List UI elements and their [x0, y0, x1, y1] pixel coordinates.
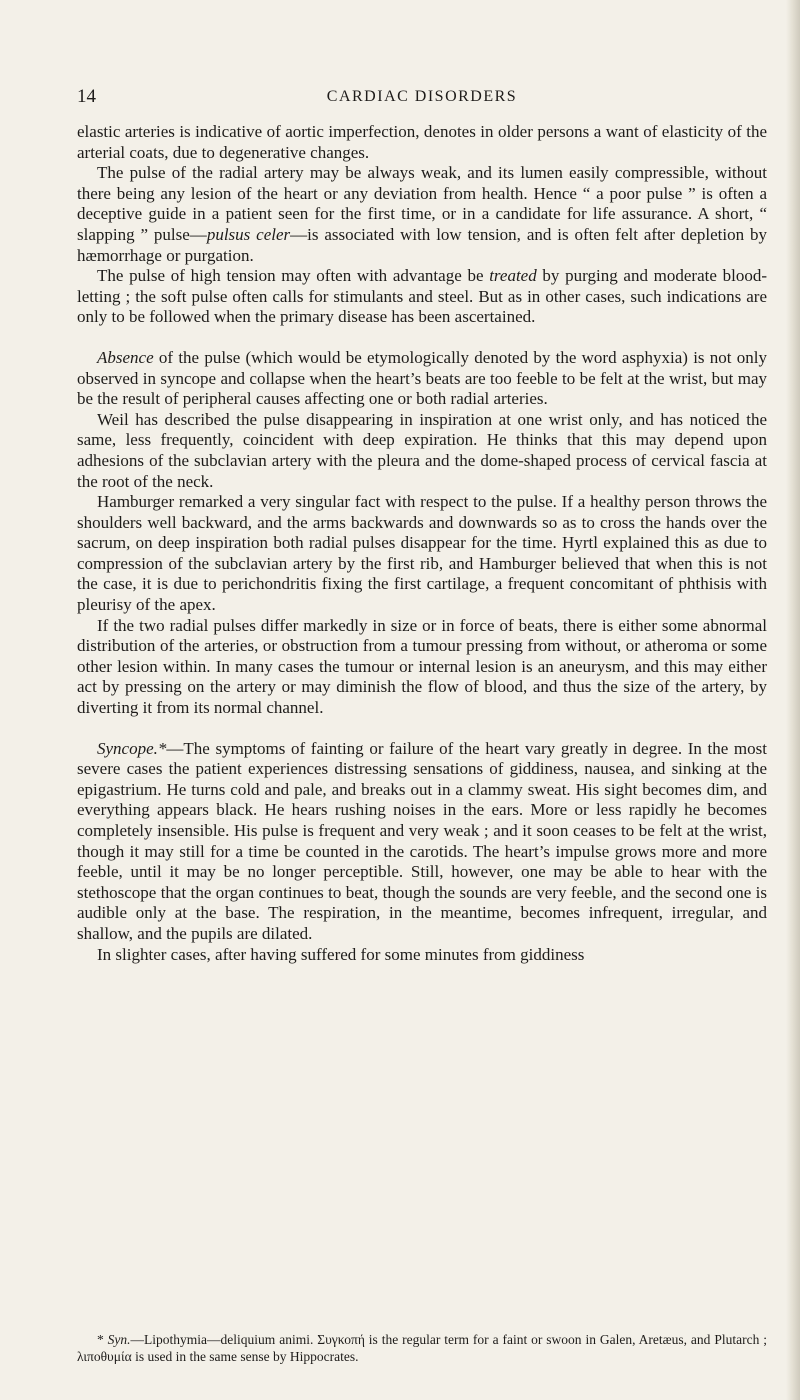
- paragraph-text: —The symptoms of fainting or failure of the heart vary greatly in degree. In the most severe cases the patient experiences distressing sensations of giddiness, nausea, and sinking at the epigastrium. He turns cold and pale, and breaks out in a clammy sweat. His sight becomes dim, and everything appears black. He hears rushing noises in the ears. More or less rapidly he becomes completely insensible. His pulse is frequent and very weak ; and it soon ceases to be felt at the wrist, though it may still for a time be counted in the carotids. The heart’s impulse grows more and more feeble, until it may be no longer perceptible. Still, however, one may be able to hear with the stethoscope that the organ continues to beat, though the sounds are very feeble, and the second one is audible only at the base. The respiration, in the meantime, becomes infrequent, irregular, and shallow, and the pupils are dilated.: [77, 738, 767, 943]
- footnote-part: is the regular term for a faint or swoon in Galen, Aretæus, and Plutarch ;: [364, 1332, 767, 1347]
- paragraph-text: Hamburger remarked a very singular fact with respect to the pulse. If a healthy person throws the shoulders well backward, and the arms backwards and downwards so as to cross the hands over the sacrum, on deep inspiration both radial pulses disappear for the time. Hyrtl explained this as due to compression of the subclavian artery by the first rib, and Hamburger believed that when this is not the case, it is due to perichondritis fixing the first cartilage, a frequent concomitant of phthisis with pleurisy of the apex.: [77, 492, 767, 615]
- italic-term: pulsus celer: [206, 224, 291, 244]
- greek-word: Συγκοπή: [317, 1332, 365, 1347]
- paragraph-text: —is associated with low tension, and is often felt after depletion by hæmorrhage or purgation.: [77, 224, 767, 265]
- greek-word: λιποθυμία: [77, 1349, 132, 1364]
- running-title: CARDIAC DISORDERS: [326, 88, 518, 105]
- paragraph-arterial-elasticity: [77, 122, 767, 163]
- paragraph-text: In slighter cases, after having suffered for some minutes from giddiness: [97, 944, 585, 964]
- paragraph-syncope: [77, 739, 767, 945]
- section-heading: Absence: [97, 347, 154, 367]
- paragraph-weil: [77, 410, 767, 492]
- footnote-text: [77, 1331, 767, 1365]
- paragraph-absence: [77, 348, 767, 410]
- italic-term: treated: [489, 266, 537, 286]
- paragraph-treatment: [77, 266, 767, 328]
- paragraph-hamburger: [77, 492, 767, 616]
- section-heading: Syncope.*: [97, 738, 167, 758]
- page-edge-shadow: [786, 0, 800, 1400]
- paragraph-slighter-cases: [77, 945, 767, 966]
- paragraph-text: Weil has described the pulse disappearing in inspiration at one wrist only, and has noticed the same, less frequently, coincident with deep expiration. He thinks that this may depend upon adhesions of the subclavian artery with the pleura and the dome-shaped process of cervical fascia at the root of the neck.: [77, 409, 767, 491]
- paragraph-radial-difference: [77, 616, 767, 719]
- paragraph-text: by purging and moderate blood-letting ; the soft pulse often calls for stimulants and steel. But as in other cases, such indications are only to be followed when the primary disease has been ascertained.: [77, 266, 767, 327]
- paragraph-text: The pulse of high tension may often with advantage be: [97, 266, 490, 286]
- footnote-marker: *: [97, 1332, 108, 1347]
- footnote-label: Syn.: [107, 1332, 131, 1347]
- paragraph-text: If the two radial pulses differ markedly in size or in force of beats, there is either some abnormal distribution of the arteries, or obstruction from a tumour pressing from without, or atheroma or some other lesion within. In many cases the tumour or internal lesion is an aneurysm, and this may either act by pressing on the artery or may diminish the flow of blood, and thus the size of the artery, by diverting it from its normal channel.: [77, 615, 767, 718]
- footnote-part: —Lipothymia—deliquium animi.: [130, 1332, 318, 1347]
- footnote: [77, 1331, 767, 1365]
- paragraph-text: elastic arteries is indicative of aortic imperfection, denotes in older persons a want of elasticity of the arterial coats, due to degenerative changes.: [77, 122, 767, 162]
- page-number: 14: [77, 86, 96, 107]
- paragraph-text: of the pulse (which would be etymologically denoted by the word asphyxia) is not only observed in syncope and collapse when the heart’s beats are too feeble to be felt at the wrist, but may be the result of peripheral causes affecting one or both radial arteries.: [77, 347, 767, 409]
- paragraph-radial-pulse: [77, 163, 767, 266]
- footnote-part: is used in the same sense by Hippocrates.: [131, 1349, 359, 1364]
- page-header: [77, 86, 767, 110]
- paragraph-text: The pulse of the radial artery may be always weak, and its lumen easily compressible, without there being any lesion of the heart or any deviation from health. Hence “ a poor pulse ” is often a deceptive guide in a patient seen for the first time, or in a candidate for life assurance. A short, “ slapping ” pulse—: [77, 163, 767, 244]
- body-text: [77, 122, 767, 965]
